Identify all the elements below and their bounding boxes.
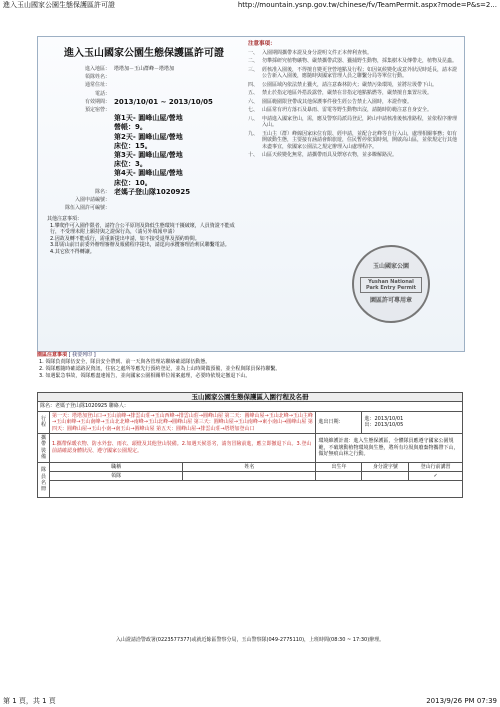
permit-field [44, 90, 244, 98]
entry-dates: 進：2013/10/01 出：2013/10/05 [362, 411, 463, 433]
note-item [248, 50, 458, 57]
park-notice [37, 352, 463, 380]
note-text: 山區天候變化無常，請攜帶雨具及禦寒衣物，並多瞭解路況。 [262, 152, 398, 158]
col-id: 身分證字號 [362, 462, 409, 471]
field-value: 塔塔加－玉山群峰－塔塔加 [114, 66, 175, 72]
checkpoint-row: 隊伍入園許可編號： [64, 205, 110, 212]
notice-item: 2. 領隊應隨時確認路況資訊，住宿之處所等應先行預約登記，並為上山時間做預備，並全程與隊員保持聯繫。 [39, 366, 281, 372]
team-row: 隊名： 老媽子登山隊1020925 [44, 188, 244, 196]
gear-text: 1.攜帶保暖衣物、防水外套、雨衣、頭燈及其他登山裝備。2.如遇天候惡劣，請勿冒險前進，應立即撤退下山。3.登山前請確認身體狀況、遵守國家公園規定。 [50, 434, 316, 463]
itinerary-line: 床位：3。 [114, 160, 147, 169]
field-label: 電話： [94, 90, 110, 97]
gear-label: 攜帶裝備 [38, 434, 50, 463]
permit-card [37, 36, 465, 352]
rules-title: 其他注意事項： [47, 216, 83, 223]
note-number: 十、 [248, 152, 259, 158]
note-item [248, 107, 458, 114]
field-value [114, 90, 244, 98]
itinerary-line: 第3天- 圓峰山屋/營地 [114, 151, 183, 160]
itinerary-line: 床位：10。 [114, 178, 152, 187]
note-number: 二、 [248, 58, 259, 64]
note-item [248, 58, 458, 65]
field-label: 領隊姓名： [84, 74, 110, 81]
itinerary-label: 行程 [38, 411, 50, 433]
notice-item: 3. 如遇緊急事故，領隊應盡速報告，並向國家公園相關單位報案處理，必要時依規定撤退下山。 [39, 373, 251, 379]
note-number: 六、 [248, 98, 259, 105]
notes-panel [248, 41, 458, 161]
note-text: 園區範圍限登帶或其他保護事件發生經公告禁止入園時，本證作廢。 [262, 98, 413, 105]
registration-caption: 玉山國家公園生態保護區入園行程及名冊 [38, 393, 463, 402]
note-item [248, 90, 458, 97]
note-number: 五、 [248, 90, 259, 96]
permit-field [44, 65, 244, 73]
note-item [248, 152, 458, 159]
note-number: 一、 [248, 49, 259, 56]
note-item [248, 116, 458, 129]
itinerary-line: 營帳：9。 [114, 123, 147, 132]
note-text: 山區常有坍方落石及暴雨、雷電等野生動物出沒，請隨時防範注意自身安全。 [262, 107, 433, 113]
note-number: 八、 [248, 115, 259, 122]
print-title: 進入玉山國家公園生態保護區許可證 [3, 1, 115, 9]
field-value [114, 106, 244, 114]
rule-item: 3.即需山前日前委外辦理審辦及報備程序提出，請逕向承攬審理治莉民聯繫電話。 [50, 242, 230, 249]
itinerary-line: 第2天- 圓峰山屋/營地 [114, 132, 183, 141]
note-number: 四、 [248, 81, 259, 88]
print-header [0, 0, 500, 10]
note-text: 申請進入國家登山，需，應及警察局派局登記，跨山申請核准後核准路程，並依程序辦理入山。 [262, 115, 458, 128]
field-label: 通常住址： [84, 82, 110, 89]
permit-fields [44, 65, 244, 114]
page-footer-note: 入山證請洽警政署(0223577377)或就近餘區警察分局，玉山警察隊(049-2775110)，上班時間(08:30 ~ 17:30)辦理。 [115, 637, 385, 643]
permit-main [44, 41, 244, 255]
permit-title: 進入玉山國家公園生態保護區許可證 [64, 48, 224, 59]
col-role: 職稱 [50, 462, 183, 471]
page-count: 第 1 頁，共 1 頁 [3, 697, 56, 705]
permit-field [44, 73, 244, 81]
registration-team: 隊名：老媽子登山隊1020925 聯絡人： [38, 402, 463, 411]
note-item [248, 82, 458, 89]
itinerary-line: 第4天- 圓峰山屋/營地 [114, 169, 183, 178]
briefing-check-icon: ✓ [409, 472, 463, 481]
note-number: 三、 [248, 66, 259, 73]
rule-item: 4.其它依不得轉讓。 [50, 248, 95, 255]
notice-item: 1. 領隊負責隊伍安全，隊員安全帶到、前一天與各管理站聯絡確認隊伍動態。 [39, 359, 211, 365]
rule-item: 1.攀爬作可入園作限者，請符合公平原則及降低生態環境干擾破壞，人員資證不能成行，不受理未附上願持與之證保行為，（請另外填報申請） [50, 222, 235, 236]
itinerary-line: 第1天- 圓峰山屋/營地 [114, 114, 183, 123]
entry-date-label: 進出日期： [316, 411, 362, 433]
env-text: 環境維護計畫：進入生態保護區，全體隊員應遵守國家公園規範，不破壞動植物環境與生態，將所有垃圾與廢棄物攜帶下山，做好無痕山林之行動。 [316, 434, 463, 463]
col-briefing: 登山行前講習 [409, 462, 463, 471]
field-label: 有效期間： [84, 98, 110, 105]
note-number: 七、 [248, 107, 259, 113]
note-item [248, 131, 458, 151]
team-name: 老媽子登山隊1020925 [114, 187, 191, 196]
print-link[interactable]: [ 我要列印 ] [68, 352, 96, 358]
field-value: 2013/10/01 ~ 2013/10/05 [114, 97, 213, 106]
col-birth: 出生年 [316, 462, 362, 471]
permit-field [44, 81, 244, 89]
print-url: http://mountain.ysnp.gov.tw/chinese/fv/TeamPermit.aspx?mode=P&s=2... [237, 1, 497, 9]
permit-rules [44, 216, 244, 255]
itinerary-text: 第一天：塔塔加登山口→玉山前峰→排雲山莊→玉山西峰→排雲山莊→圓峰山屋 第二天：圓峰山屋→玉山北峰→玉山主峰→玉山東峰→玉山南峰→玉山北北峰→南峰→玉山北峰→圓峰山屋 第三天：圓峰山屋→玉山南峰→東小南山→圓峰山屋 第四天：圓峰山屋→玉山小南→南玉山→圓峰山屋 第五天：圓峰山屋→排雲山莊→塔塔加登山口 [50, 411, 316, 433]
print-footer [0, 695, 500, 707]
note-text: 公園區域內依法禁止獵火，請注意森林防火；嚴禁污染環境，並將垃圾帶下山。 [262, 81, 438, 88]
field-label: 進入地區： [84, 66, 110, 72]
registration-table [37, 392, 463, 498]
permit-field [44, 106, 244, 114]
roster-row: 領隊 ✓ [38, 472, 463, 481]
permit-itinerary [114, 114, 244, 188]
application-number-row: 入園申請編號： [74, 197, 110, 204]
official-stamp: 玉山國家公園 Yushan National Park Entry Permit 園區許可專用章 [352, 245, 430, 323]
itinerary-line: 床位：15。 [114, 141, 152, 150]
roster-label: 隊員名冊 [38, 462, 50, 498]
note-text: 入園期間攜帶本證及身分證明文件正本俾利查核。 [262, 49, 373, 56]
note-text: 經核准入園後，不得擅自變更登營地點及行程；如因氣候變化或意外狀況時延長，請本證公告新入入園後，應隨時與國家管理人員之聯繫分局等單位行動。 [262, 66, 458, 79]
note-text: 玉山主（群）峰線因家床位有限、經申請，並配合北峰等自行入山，處理相關事務；如有開啟動生態，主要接有涵請會館旅遊，住民暫停依頂時刻，開啟高山區，並依規定行其他未盡事宜，依國家公園法之規定辦理入山處理程序。 [262, 130, 458, 150]
note-item [248, 99, 458, 106]
notes-heading: 注意事項： [248, 41, 276, 47]
permit-field [44, 98, 244, 106]
note-item [248, 67, 458, 80]
note-number: 九、 [248, 130, 259, 137]
field-value [114, 73, 244, 81]
notice-title: 園區注意事項 [37, 352, 68, 358]
print-timestamp: 2013/9/26 PM 07:39 [426, 697, 497, 705]
rule-item: 2.因故及轉不能成行，需重新提出申請，如不接受退單及預約時間。 [50, 235, 200, 242]
col-name: 姓名 [183, 462, 316, 471]
field-label: 預定宿營： [84, 107, 110, 114]
note-text: 勿攀採研究植物礦物、嚴禁攜帶武器、獵捕野生動物，採集樹木及傳帶走，植物及昆蟲。 [262, 58, 458, 64]
note-text: 禁止於指定地區外搭設露營，嚴禁在非指定地點點燃等，嚴禁擅自棄置垃圾。 [262, 90, 433, 96]
field-value [114, 81, 244, 89]
